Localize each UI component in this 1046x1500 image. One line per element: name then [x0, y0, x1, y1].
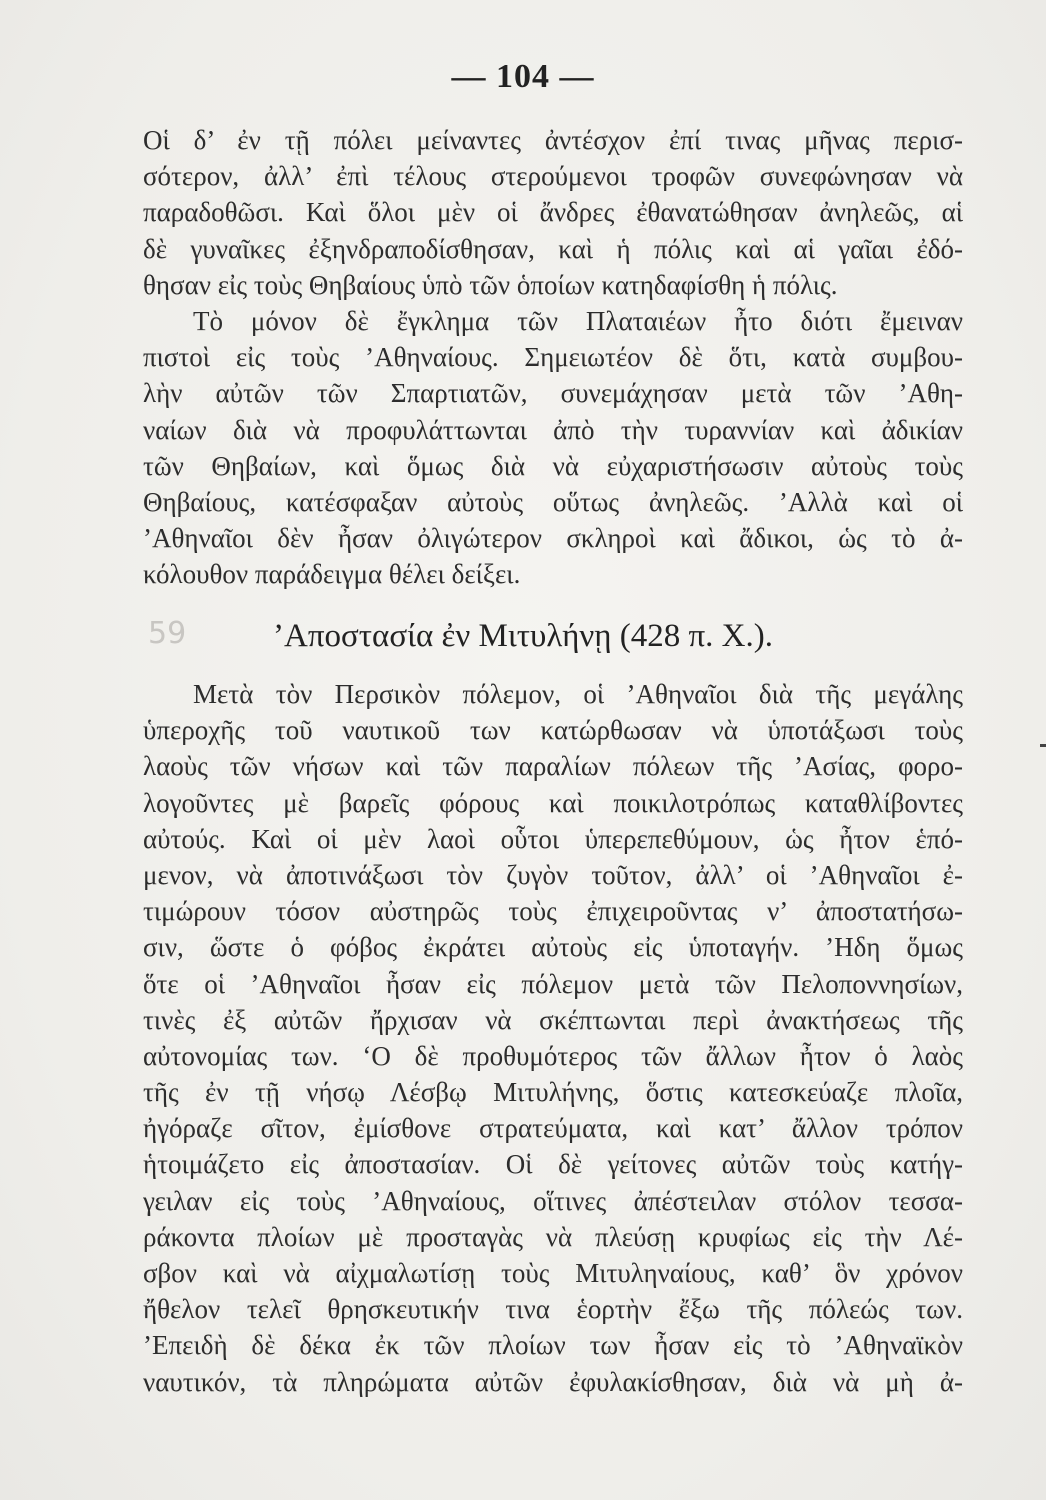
text-line: ναυτικόν, τὰ πληρώματα αὐτῶν ἐφυλακίσθησαν, διὰ νὰ μὴ ἀ- — [143, 1366, 963, 1397]
text-line: αὐτούς. Καὶ οἱ μὲν λαοὶ οὗτοι ὑπερεπεθύμουν, ὡς ἦτον ἑπό- — [143, 823, 963, 854]
text-line: ’Αθηναῖοι δὲν ἦσαν ὀλιγώτερον σκληροὶ καὶ ἄδικοι, ὡς τὸ ἀ- — [143, 523, 963, 554]
text-line: ἠγόραζε σῖτον, ἐμίσθονε στρατεύματα, καὶ κατ’ ἄλλον τρόπον — [143, 1113, 963, 1144]
text-line: τῆς ἐν τῇ νήσῳ Λέσβῳ Μιτυλήνης, ὅστις κατεσκεύαζε πλοῖα, — [143, 1077, 963, 1108]
text-line: Οἱ δ’ ἐν τῇ πόλει μείναντες ἀντέσχον ἐπί τινας μῆνας περισ- — [143, 125, 963, 155]
text-line: ’Επειδὴ δὲ δέκα ἐκ τῶν πλοίων των ἦσαν εἰς τὸ ’Αθηναϊκὸν — [143, 1330, 963, 1361]
section-heading: ’Αποστασία ἐν Μιτυλήνῃ (428 π. Χ.). — [273, 618, 773, 654]
margin-note: 59 — [148, 616, 187, 651]
text-line: λογοῦντες μὲ βαρεῖς φόρους καὶ ποικιλοτρόπως καταθλίβοντες — [143, 787, 963, 818]
text-line: ὑπεροχῆς τοῦ ναυτικοῦ των κατώρθωσαν νὰ ὑποτάξωσι τοὺς — [143, 715, 963, 746]
text-line: ναίων διὰ νὰ προφυλάττωνται ἀπὸ τὴν τυραννίαν καὶ ἀδικίαν — [143, 414, 963, 445]
text-line: τιμώρουν τόσον αὐστηρῶς τοὺς ἐπιχειροῦντας ν’ ἀποστατήσω- — [143, 896, 963, 927]
page-number: — 104 — — [451, 58, 595, 95]
text-line: τινὲς ἐξ αὐτῶν ἤρχισαν νὰ σκέπτωνται περὶ ἀνακτήσεως τῆς — [143, 1004, 963, 1035]
text-line: Τὸ μόνον δὲ ἔγκλημα τῶν Πλαταιέων ἦτο διότι ἔμειναν — [193, 305, 963, 336]
text-line: σιν, ὥστε ὁ φόβος ἐκράτει αὐτοὺς εἰς ὑποταγήν. ’Ηδη ὅμως — [143, 932, 963, 963]
text-line: λὴν αὐτῶν τῶν Σπαρτιατῶν, συνεμάχησαν μετὰ τῶν ’Αθη- — [143, 378, 963, 409]
text-line: Θηβαίους, κατέσφαξαν αὐτοὺς οὕτως ἀνηλεῶς. ’Αλλὰ καὶ οἱ — [143, 486, 963, 517]
text-line: ἤθελον τελεῖ θρησκευτικήν τινα ἑορτὴν ἔξω τῆς πόλεώς των. — [143, 1294, 963, 1325]
text-line: δὲ γυναῖκες ἐξηνδραποδίσθησαν, καὶ ἡ πόλις καὶ αἱ γαῖαι ἐδό- — [143, 233, 963, 264]
text-line: αὐτονομίας των. ‘Ο δὲ προθυμότερος τῶν ἄλλων ἦτον ὁ λαὸς — [143, 1040, 963, 1071]
text-line: παραδοθῶσι. Καὶ ὅλοι μὲν οἱ ἄνδρες ἐθανατώθησαν ἀνηλεῶς, αἱ — [143, 197, 963, 228]
text-line: κόλουθον παράδειγμα θέλει δείξει. — [143, 559, 521, 590]
text-line: λαοὺς τῶν νήσων καὶ τῶν παραλίων πόλεων τῆς ’Ασίας, φορο- — [143, 751, 963, 782]
text-line: θησαν εἰς τοὺς Θηβαίους ὑπὸ τῶν ὁποίων κατηδαφίσθη ἡ πόλις. — [143, 269, 838, 300]
text-line: σβον καὶ νὰ αἰχμαλωτίσῃ τοὺς Μιτυληναίους, καθ’ ὃν χρόνον — [143, 1258, 963, 1288]
text-line: μενον, νὰ ἀποτινάξωσι τὸν ζυγὸν τοῦτον, ἀλλ’ οἱ ’Αθηναῖοι ἐ- — [143, 859, 963, 890]
text-line: σότερον, ἀλλ’ ἐπὶ τέλους στερούμενοι τροφῶν συνεφώνησαν νὰ — [143, 161, 963, 192]
text-line: πιστοὶ εἰς τοὺς ’Αθηναίους. Σημειωτέον δὲ ὅτι, κατὰ συμβου- — [143, 342, 963, 373]
text-line: τῶν Θηβαίων, καὶ ὅμως διὰ νὰ εὐχαριστήσωσιν αὐτοὺς τοὺς — [143, 450, 963, 481]
body-text-upper — [143, 122, 963, 592]
margin-mark — [1040, 744, 1046, 747]
text-line: ράκοντα πλοίων μὲ προσταγὰς νὰ πλεύσῃ κρυφίως εἰς τὴν Λέ- — [143, 1221, 963, 1252]
text-line: γειλαν εἰς τοὺς ’Αθηναίους, οἵτινες ἀπέστειλαν στόλον τεσσα- — [143, 1185, 963, 1216]
text-line: ἡτοιμάζετο εἰς ἀποστασίαν. Οἱ δὲ γείτονες αὐτῶν τοὺς κατήγ- — [143, 1149, 963, 1180]
body-text-lower — [143, 676, 963, 1400]
text-line: ὅτε οἱ ’Αθηναῖοι ἦσαν εἰς πόλεμον μετὰ τῶν Πελοποννησίων, — [143, 968, 963, 999]
text-line: Μετὰ τὸν Περσικὸν πόλεμον, οἱ ’Αθηναῖοι διὰ τῆς μεγάλης — [193, 679, 963, 709]
